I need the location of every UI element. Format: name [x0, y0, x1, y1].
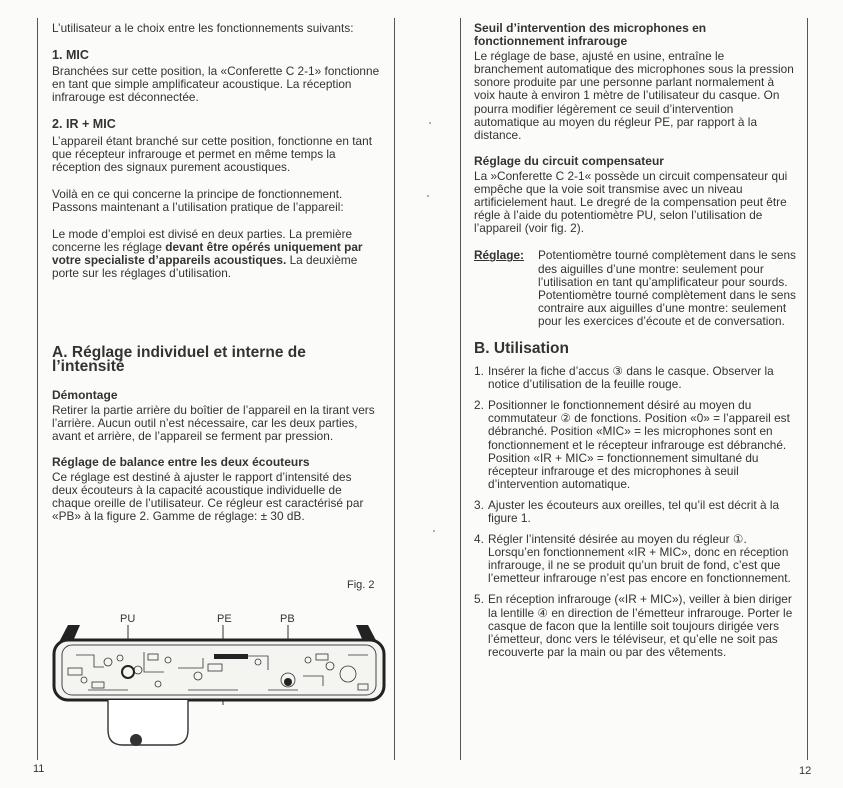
left-page-column — [52, 22, 380, 523]
step-number: 3. — [474, 497, 484, 512]
section-a-heading: A. Réglage individuel et interne de l’intensité — [52, 344, 306, 375]
reglage-label: Réglage: — [474, 248, 524, 263]
list-item — [474, 399, 796, 491]
list-item — [474, 533, 796, 585]
fig-label-pb: PB — [280, 613, 295, 625]
section-b-heading: B. Utilisation — [474, 339, 570, 357]
reglage-text-1: Potentiomètre tourné complètement dans le sens des aiguilles d’une montre: seulement pour l’utilisation en tant qu’amplificateur pour sourds. — [538, 248, 796, 289]
gutter-speck — [427, 195, 429, 197]
balance-heading: Réglage de balance entre les deux écouteurs — [52, 454, 310, 469]
mode-text-part-2: La deuxième porte sur les réglages d’utilisation. — [52, 253, 358, 281]
step-number: 4. — [474, 532, 484, 547]
intro-text: L’utilisateur a le choix entre les fonctionnements suivants: — [52, 21, 354, 35]
step-text: Régler l’intensité désirée au moyen du régleur ①. Lorsqu’en fonctionnement «IR + MIC», donc en réception infrarouge, il ne se produit qu’un bruit de fond, c’est que l’emetteur infrarouge n’est pas encore en fonctionnement. — [488, 532, 791, 586]
balance-text: Ce réglage est destiné à ajuster le rapport d’intensité des deux écouteurs à la capacité acoustique individuelle de chaque oreille de l’utilisateur. Ce régleur est caractérisé par «PB» à la figure 2. Gamme de réglage: ± 30 dB. — [52, 470, 364, 524]
right-page-column — [474, 22, 796, 667]
page-number-left: 11 — [33, 763, 45, 775]
mode-text-part-1: Le mode d’emploi est divisé en deux parties. La première concerne les réglage — [52, 227, 353, 255]
step-text: Positionner le fonctionnement désiré au moyen du commutateur ② de fonctions. Position «0» = l’appareil est débranché. Position «MIC» = les microphones sont en fonctionnement et le récepteur infrarouge est débranché. Position «IR + MIC» = fonctionnement simultané du récepteur infrarouge et des microphones à seuil d’intervention automatique. — [488, 398, 790, 491]
seuil-text: Le réglage de base, ajusté en usine, entraîne le branchement automatique des microphones sous la pression sonore produite par une personne parlant normalement à voix haute à environ 1 mètre de l’utilisateur du casque. On pourra modifier légèrement ce seuil d’intervention automatique au moyen du régleur PE, par rapport à la distance. — [474, 49, 794, 142]
step-text: Insérer la fiche d’accus ③ dans le casque. Observer la notice d’utilisation de la feuille rouge. — [488, 364, 774, 392]
mode-text-bold: devant être opérés uniquement par votre specialiste d’appareils acoustiques. — [52, 240, 363, 268]
seuil-heading: Seuil d’intervention des microphones en fonctionnement infrarouge — [474, 21, 707, 49]
step-text: En réception infrarouge («IR + MIC»), veiller à bien diriger la lentille ④ en direction de l’émetteur infrarouge. Porter le casque de facon que la lentille soit toujours dirigée vers l’émetteur, donc vers le téléviseur, et qu’elle ne soit pas recouverte par la main ou par des vêtements. — [488, 592, 793, 659]
circuit-text: La »Conferette C 2-1« possède un circuit compensateur qui empêche que la voie soit transmise avec un niveau artificielement haut. Le dregré de la compensation peut être régle à l’aide du potentiomètre PU, selon l’utilisation de l’appareil (voir fig. 2). — [474, 168, 788, 236]
demontage-heading: Démontage — [52, 387, 118, 402]
step-number: 2. — [474, 398, 484, 413]
step-text: Ajuster les écouteurs aux oreilles, tel qu’il est décrit à la figure 1. — [488, 497, 780, 525]
usage-steps-list — [474, 365, 796, 659]
page-number-right: 12 — [799, 765, 812, 777]
reglage-block — [474, 249, 796, 328]
gutter-speck — [429, 122, 431, 124]
reglage-text-2: Potentiomètre tourné complètement dans le sens contraire aux aiguilles d’une montre: seulement pour les exercices d’écoute et de conversation. — [538, 287, 796, 328]
circuit-heading: Réglage du circuit compensateur — [474, 153, 665, 168]
step-number: 1. — [474, 364, 484, 379]
right-margin-rule — [807, 18, 808, 760]
mode-text — [52, 228, 380, 280]
demontage-text: Retirer la partie arrière du boîtier de l’appareil en la tirant vers l’arrière. Aucun outil n’est nécessaire, car les deux parties, avant et arrière, de l’appareil se ferment par pression. — [52, 402, 375, 443]
mic-heading: 1. MIC — [52, 48, 89, 63]
ir-mic-text: L’appareil étant branché sur cette position, fonctionne en tant que récepteur infrarouge et permet en même temps la réception des signaux purement acoustiques. — [52, 133, 372, 174]
fig-label-pu: PU — [120, 613, 136, 625]
circuit-board-figure — [48, 610, 388, 760]
step-number: 5. — [474, 592, 484, 607]
fig-label-pe: PE — [217, 613, 232, 625]
list-item — [474, 593, 796, 658]
list-item — [474, 365, 796, 391]
mic-text: Branchées sur cette position, la «Conferette C 2-1» fonctionne en tant que simple amplificateur acoustique. La réception infrarouge est déconnectée. — [52, 64, 380, 105]
center-rule-right — [460, 18, 461, 760]
gutter-speck — [433, 530, 435, 532]
left-margin-rule — [37, 18, 38, 760]
figure-caption: Fig. 2 — [347, 579, 375, 591]
ir-mic-heading: 2. IR + MIC — [52, 117, 116, 132]
center-rule-left — [394, 18, 395, 760]
principle-text: Voilà en ce qui concerne la principe de fonctionnement. Passons maintenant a l’utilisation pratique de l’appareil: — [52, 186, 344, 214]
list-item — [474, 499, 796, 525]
